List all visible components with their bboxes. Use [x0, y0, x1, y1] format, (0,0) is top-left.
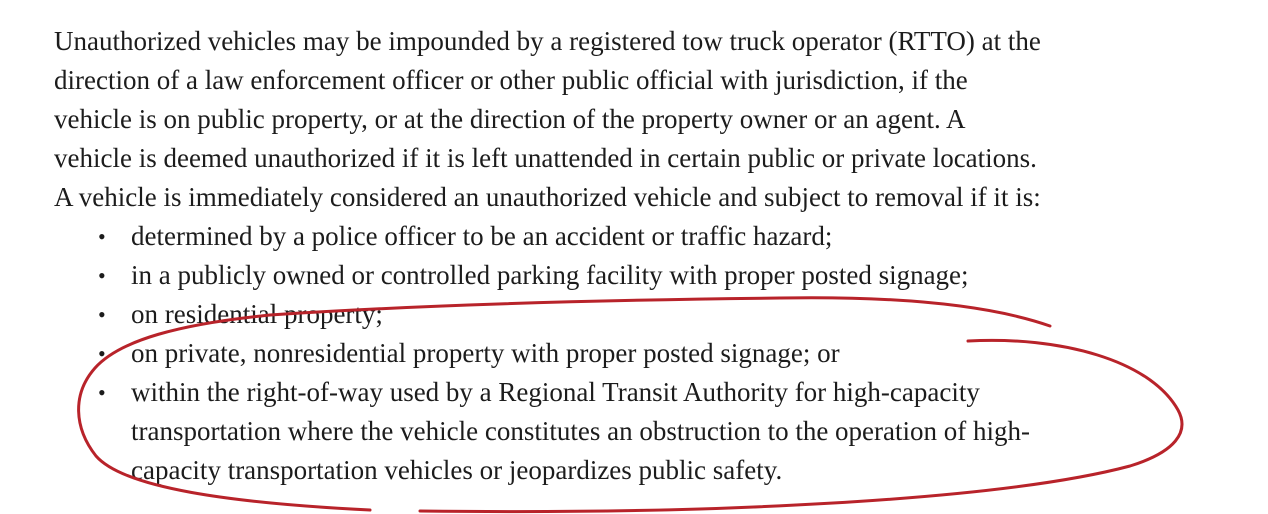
- list-item-text: within the right-of-way used by a Regional Transit Authority for high-capacity: [131, 377, 980, 407]
- list-item-text: in a publicly owned or controlled parking facility with proper posted signage;: [131, 260, 969, 290]
- paragraph-line: direction of a law enforcement officer or other public official with jurisdiction, if the: [54, 65, 968, 95]
- bullet-icon: •: [98, 302, 106, 327]
- bullet-icon: •: [98, 380, 106, 405]
- intro-paragraph: [54, 22, 1249, 217]
- bullet-icon: •: [98, 263, 106, 288]
- paragraph-line: A vehicle is immediately considered an unauthorized vehicle and subject to removal if it is:: [54, 182, 1041, 212]
- list-item: [54, 217, 1249, 256]
- paragraph-line: Unauthorized vehicles may be impounded by a registered tow truck operator (RTTO) at the: [54, 26, 1041, 56]
- list-item: [54, 373, 1249, 490]
- bullet-icon: •: [98, 224, 106, 249]
- list-item: [54, 295, 1249, 334]
- list-item-text: on private, nonresidential property with proper posted signage; or: [131, 338, 840, 368]
- document-body: [54, 22, 1249, 490]
- list-item-text: on residential property;: [131, 299, 383, 329]
- list-item-text: capacity transportation vehicles or jeopardizes public safety.: [131, 455, 783, 485]
- list-item: [54, 334, 1249, 373]
- paragraph-line: vehicle is deemed unauthorized if it is left unattended in certain public or private locations.: [54, 143, 1037, 173]
- list-item-text: determined by a police officer to be an accident or traffic hazard;: [131, 221, 833, 251]
- list-item-text: transportation where the vehicle constitutes an obstruction to the operation of high-: [131, 416, 1031, 446]
- bullet-list: [54, 217, 1249, 490]
- list-item: [54, 256, 1249, 295]
- bullet-icon: •: [98, 341, 106, 366]
- paragraph-line: vehicle is on public property, or at the direction of the property owner or an agent. A: [54, 104, 966, 134]
